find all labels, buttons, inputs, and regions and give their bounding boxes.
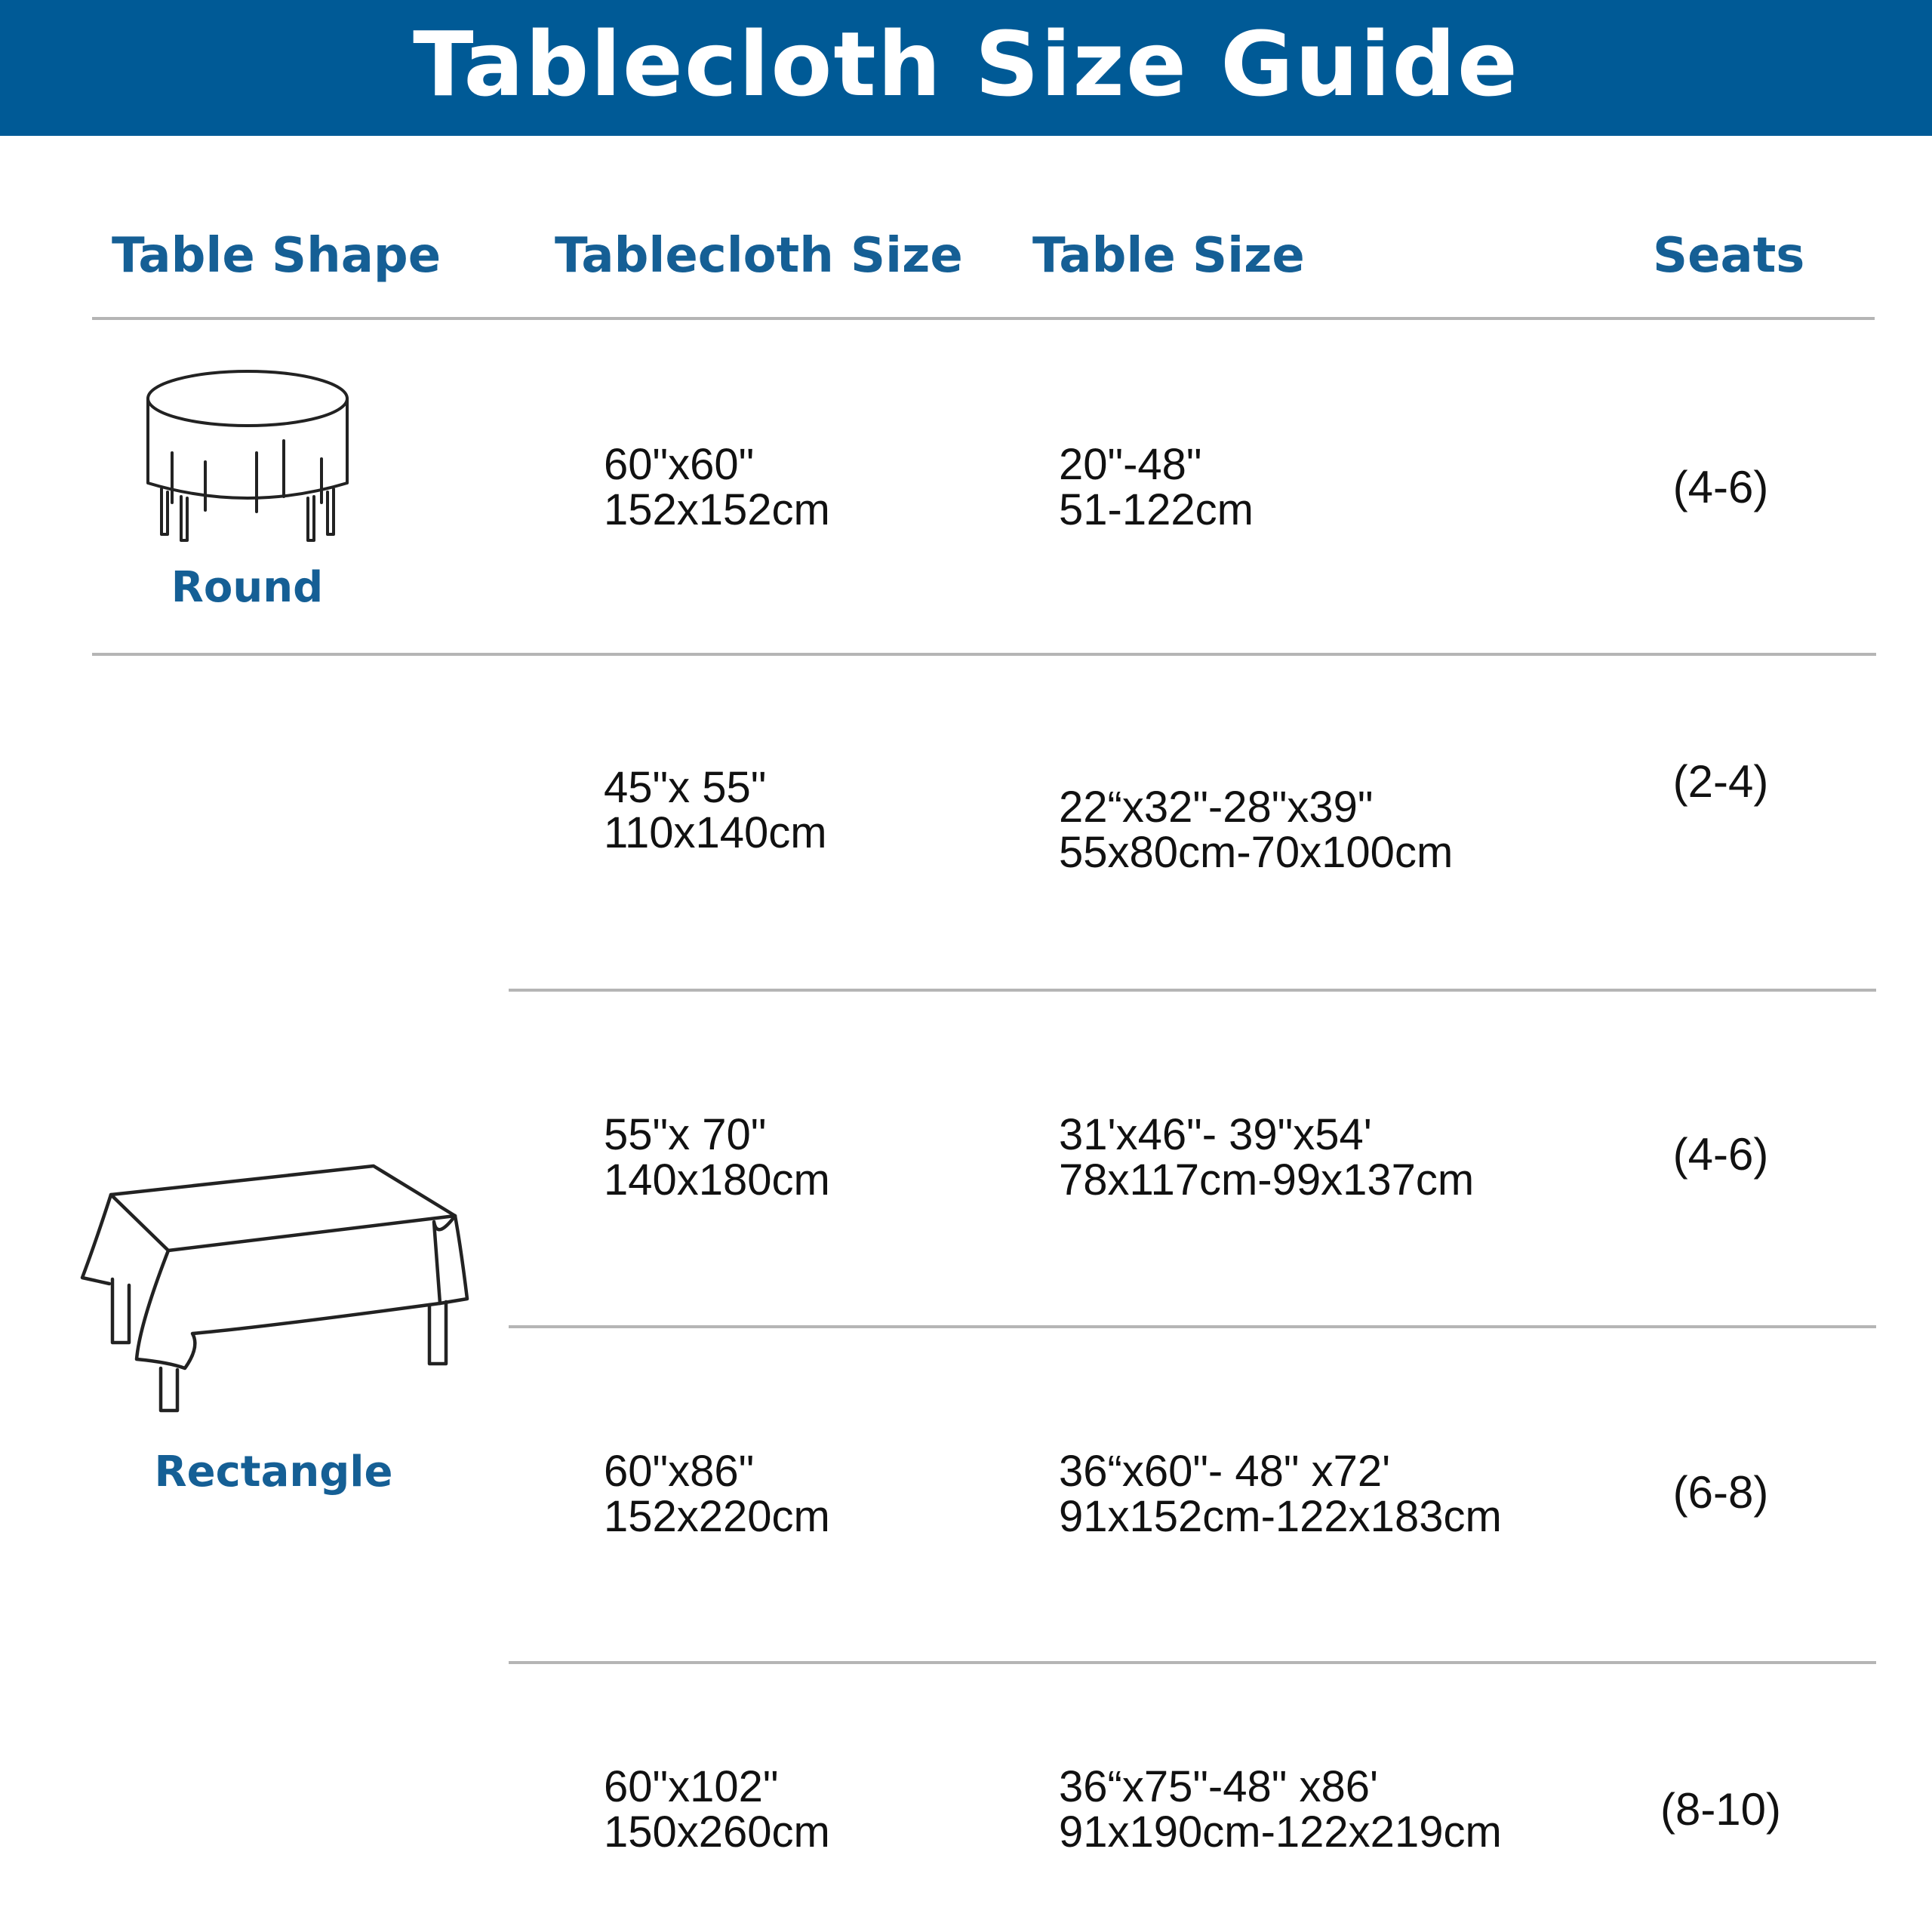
- row-divider: [509, 989, 1876, 992]
- shape-label-rectangle: Rectangle: [154, 1447, 393, 1497]
- row-divider: [509, 1325, 1876, 1328]
- row-4-seats: (6-8): [1672, 1467, 1769, 1518]
- row-1-table-cm: 51-122cm: [1059, 485, 1254, 534]
- row-1-seats: (4-6): [1672, 462, 1769, 512]
- row-4-table-inch: 36“x60"- 48" x72': [1059, 1447, 1391, 1496]
- row-4-tablecloth-cm: 152x220cm: [604, 1492, 830, 1541]
- header-table-size: Table Size: [1032, 228, 1305, 284]
- row-3-table-inch: 31'x46"- 39"x54': [1059, 1110, 1372, 1159]
- row-1-table-inch: 20"-48": [1059, 440, 1202, 489]
- row-3-tablecloth-cm: 140x180cm: [604, 1155, 830, 1204]
- row-3-tablecloth-inch: 55"x 70": [604, 1110, 767, 1159]
- rectangle-table-icon: [79, 1158, 472, 1415]
- row-5-seats: (8-10): [1660, 1784, 1782, 1835]
- header-tablecloth-size: Tablecloth Size: [555, 228, 963, 284]
- header-seats: Seats: [1653, 228, 1805, 284]
- page-title: Tablecloth Size Guide: [413, 12, 1519, 116]
- row-5-tablecloth-cm: 150x260cm: [604, 1807, 830, 1857]
- row-2-table-cm: 55x80cm-70x100cm: [1059, 828, 1454, 877]
- shape-label-round: Round: [171, 563, 324, 612]
- row-5-tablecloth-inch: 60"x102": [604, 1762, 779, 1811]
- row-1-tablecloth-inch: 60"x60": [604, 440, 755, 489]
- row-4-table-cm: 91x152cm-122x183cm: [1059, 1492, 1502, 1541]
- row-2-tablecloth-cm: 110x140cm: [604, 808, 827, 857]
- row-2-tablecloth-inch: 45"x 55": [604, 763, 767, 812]
- row-5-table-inch: 36“x75"-48" x86': [1059, 1762, 1379, 1811]
- row-divider: [509, 1661, 1876, 1664]
- round-table-icon: [143, 362, 355, 543]
- row-3-seats: (4-6): [1672, 1129, 1769, 1180]
- row-3-table-cm: 78x117cm-99x137cm: [1059, 1155, 1475, 1204]
- row-2-table-inch: 22“x32"-28"x39": [1059, 783, 1374, 832]
- row-4-tablecloth-inch: 60"x86": [604, 1447, 755, 1496]
- header-divider: [92, 317, 1875, 320]
- row-1-tablecloth-cm: 152x152cm: [604, 485, 830, 534]
- round-section-divider: [92, 653, 1876, 656]
- row-5-table-cm: 91x190cm-122x219cm: [1059, 1807, 1502, 1857]
- header-table-shape: Table Shape: [112, 228, 441, 284]
- row-2-seats: (2-4): [1672, 756, 1769, 807]
